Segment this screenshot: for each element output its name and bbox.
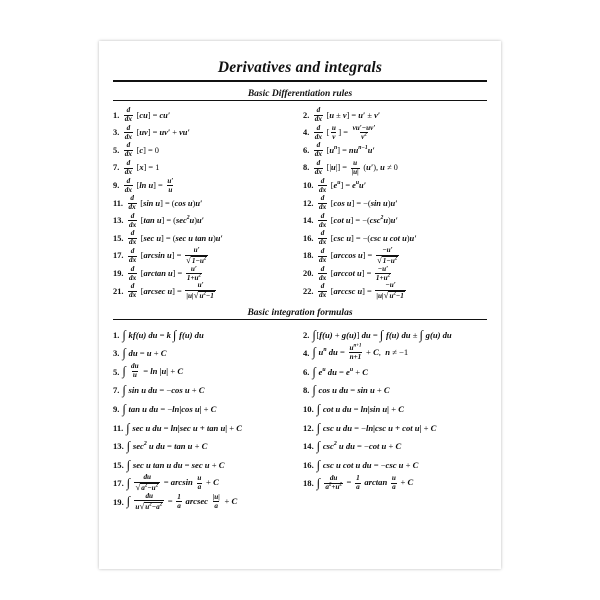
formula-item (113, 213, 297, 231)
formula-item (303, 344, 487, 363)
section-gap (113, 301, 487, 308)
formula-expression: ∫[f(u) + g(u)] du = ∫ f(u) du ± ∫ g(u) du (312, 327, 452, 342)
formula-item (303, 213, 487, 231)
formula-expression: $\frac{d}{dx}$ [x] = 1 (124, 158, 160, 176)
formula-expression: $\frac{d}{dx}$ [u ± v] = u′ ± v′ (314, 106, 381, 124)
formula-item (303, 177, 487, 195)
formula-item (113, 456, 297, 475)
formula-number: 7. (113, 385, 120, 396)
formula-expression: ∫ cot u du = ln|sin u| + C (316, 401, 404, 416)
formula-expression: $\frac{d}{dx}$ [arccsc u] = $\frac{-u'}{|u|√u^2-1}$ (318, 281, 404, 301)
formula-number: 22. (303, 286, 314, 296)
formula-expression: ∫ $\frac{du}{a^2+u^2}$ = $\frac{1}{a}$ arctan $\frac{u}{a}$ + C (316, 473, 414, 491)
formula-expression: ∫ $\frac{du}{u√u^2-a^2}$ = $\frac{1}{a}$ arcsec $\frac{|u|}{a}$ + C (126, 491, 238, 511)
formula-item (303, 437, 487, 456)
formula-number: 6. (303, 366, 310, 377)
formula-expression: ∫ csc u cot u du = −csc u + C (316, 457, 419, 472)
formula-number: 4. (303, 348, 310, 359)
formula-number: 19. (113, 268, 124, 278)
formula-number: 3. (113, 348, 120, 359)
formula-number: 19. (113, 496, 124, 507)
section-heading-integrals: Basic integration formulas (247, 307, 353, 318)
integration-formulas-list (113, 326, 487, 512)
formula-expression: $\frac{d}{dx}$ [cos u] = −(sin u)u′ (318, 194, 398, 212)
formula-number: 8. (303, 163, 310, 173)
formula-expression: $\frac{d}{dx}$ [csc u] = −(csc u cot u)u′ (318, 229, 417, 247)
formula-number: 16. (303, 233, 314, 243)
formula-item (303, 474, 487, 493)
formula-number: 1. (113, 110, 120, 120)
formula-item (303, 363, 487, 382)
formula-number: 2. (303, 110, 310, 120)
formula-number: 13. (113, 216, 124, 226)
formula-number: 17. (113, 478, 124, 489)
formula-item (303, 245, 487, 266)
formula-number: 12. (303, 198, 314, 208)
formula-expression: $\frac{d}{dx}$ [ln u] = $\frac{u'}{u}$ (124, 176, 174, 194)
formula-number: 9. (113, 403, 120, 414)
formula-number: 5. (113, 366, 120, 377)
formula-expression: ∫ csc u du = −ln|csc u + cot u| + C (316, 420, 437, 435)
section-divider-integrals (113, 319, 487, 320)
formula-number: 9. (113, 180, 120, 190)
formula-item (113, 177, 297, 195)
formula-expression: $\frac{d}{dx}$ [uv] = uv′ + vu′ (124, 123, 190, 141)
formula-number: 20. (303, 268, 314, 278)
formula-expression: $\frac{d}{dx}$ [tan $u] = (\sec^2u)u'$ (128, 211, 205, 229)
formula-item (303, 326, 487, 345)
formula-number: 14. (303, 441, 314, 452)
poster-content (113, 59, 487, 553)
formula-number: 1. (113, 329, 120, 340)
formula-item (303, 381, 487, 400)
formula-expression: ∫ cos u du = sin u + C (312, 383, 390, 398)
formula-number: 18. (303, 478, 314, 489)
formula-item (113, 142, 297, 160)
formula-expression: ∫ $\frac{du}{u}$ = ln |u| + C (122, 362, 184, 380)
formula-item (113, 265, 297, 283)
formula-expression: $\frac{d}{dx}$ [c] = 0 (124, 141, 159, 159)
formula-expression: ∫ $e^u$ du = $e^u + C$ (312, 364, 368, 379)
formula-item (303, 283, 487, 301)
formula-item (113, 363, 297, 382)
formula-number: 5. (113, 145, 120, 155)
formula-expression: ∫ sin u du = −cos u + C (122, 383, 205, 398)
formula-item (113, 419, 297, 438)
formula-number: 12. (303, 422, 314, 433)
formula-number: 4. (303, 128, 310, 138)
formula-number: 15. (113, 459, 124, 470)
formula-item (113, 344, 297, 363)
formula-number: 21. (113, 286, 124, 296)
formula-item (303, 493, 487, 512)
formula-item (113, 474, 297, 493)
formula-expression: ∫ tan u du = −ln|cos u| + C (122, 401, 217, 416)
title-divider (113, 80, 487, 82)
formula-item (113, 326, 297, 345)
formula-expression: ∫ $u^n$ du = $\frac{u^{n+1}}{n+1}$ + C, n ≠ −1 (312, 343, 409, 361)
formula-item (303, 230, 487, 248)
formula-item (113, 283, 297, 301)
formula-item (303, 142, 487, 160)
derivative-rules-list (113, 107, 487, 301)
formula-number: 7. (113, 163, 120, 173)
formula-number: 13. (113, 441, 124, 452)
formula-expression: $\frac{d}{dx}$ [cu] = cu′ (124, 106, 171, 124)
formula-expression: $\frac{d}{dx}$ $[e^u] = e^uu'$ (318, 176, 367, 194)
formula-expression: $\frac{d}{dx}$ [arcsec u] = $\frac{u'}{|u|√u^2-1}$ (128, 281, 214, 301)
formula-number: 6. (303, 145, 310, 155)
formula-number: 11. (113, 422, 124, 433)
formula-expression: $\frac{d}{dx}$ [ $\frac{u}{v}$ ] = $\frac{vu'-uv'}{v^2}$ (314, 123, 376, 141)
formula-expression: ∫ sec u du = ln|sec u + tan u| + C (126, 420, 243, 435)
formula-number: 8. (303, 385, 310, 396)
formula-expression: $\frac{d}{dx}$ [arctan u] = $\frac{u'}{1+u^2}$ (128, 264, 201, 282)
formula-item (113, 245, 297, 266)
formula-expression: $\frac{d}{dx}$ [arcsin u] = $\frac{u'}{√1-u^2}$ (128, 245, 207, 265)
section-divider-derivatives (113, 100, 487, 101)
formula-number: 10. (303, 403, 314, 414)
formula-number: 14. (303, 216, 314, 226)
formula-number: 11. (113, 198, 124, 208)
formula-expression: ∫ $\csc^2 u$ du = −cot u + C (316, 439, 402, 454)
formula-expression: $\frac{d}{dx}$ [arccot u] = $\frac{-u'}{1+u^2}$ (318, 264, 391, 282)
formula-item (113, 125, 297, 143)
formula-expression: $\frac{d}{dx}$ [cot $u] = -(\csc^2u)u'$ (318, 211, 398, 229)
formula-item (113, 437, 297, 456)
formula-item (303, 419, 487, 438)
formula-expression: $\frac{d}{dx}$ [|u|] = $\frac{u}{|u|}$ (u′), u ≠ 0 (314, 158, 398, 176)
formula-number: 15. (113, 233, 124, 243)
formula-expression: $\frac{d}{dx}$ $[u^n] = nu^{n-1}u'$ (314, 141, 375, 159)
formula-item (303, 195, 487, 213)
formula-expression: $\frac{d}{dx}$ [sin u] = (cos u)u′ (128, 194, 203, 212)
formula-number: 10. (303, 180, 314, 190)
formula-item (303, 107, 487, 125)
formula-item (113, 400, 297, 419)
formula-expression: $\frac{d}{dx}$ [sec u] = (sec u tan u)u′ (128, 229, 223, 247)
formula-expression: $\frac{d}{dx}$ [arccos u] = $\frac{-u'}{√1-u^2}$ (318, 245, 398, 265)
formula-item (113, 493, 297, 512)
formula-number: 16. (303, 459, 314, 470)
formula-expression: ∫ kf(u) du = k ∫ f(u) du (122, 327, 204, 342)
formula-number: 2. (303, 329, 310, 340)
formula-expression: ∫ sec u tan u du = sec u + C (126, 457, 225, 472)
formula-item (113, 107, 297, 125)
formula-number: 17. (113, 251, 124, 261)
poster-sheet (99, 41, 501, 569)
formula-item (113, 195, 297, 213)
formula-expression: ∫ $\sec^2 u$ du = tan u + C (126, 439, 208, 454)
section-heading-derivatives: Basic Differentiation rules (247, 89, 353, 99)
formula-item (303, 456, 487, 475)
formula-expression: ∫ $\frac{du}{√a^2-u^2}$ = arcsin $\frac{u}{a}$ + C (126, 472, 219, 492)
formula-item (303, 400, 487, 419)
formula-item (113, 230, 297, 248)
formula-number: 18. (303, 251, 314, 261)
page-title: Derivatives and integrals (217, 59, 383, 76)
formula-item (113, 160, 297, 178)
formula-expression: ∫ du = u + C (122, 346, 167, 361)
formula-item (303, 125, 487, 143)
formula-item (113, 381, 297, 400)
formula-item (303, 160, 487, 178)
formula-number: 3. (113, 128, 120, 138)
